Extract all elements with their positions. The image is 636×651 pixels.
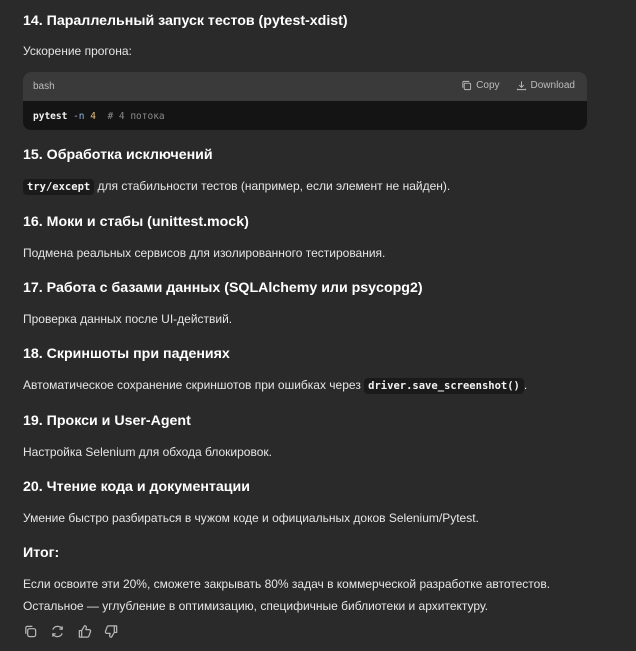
download-label: Download [530,80,575,91]
text-16: Подмена реальных сервисов для изолированного тестирования. [23,246,386,260]
text-18-before: Автоматическое сохранение скриншотов при ошибках через [23,378,365,392]
code-block [23,72,587,130]
text-18 [23,378,527,392]
text-15 [23,179,450,193]
heading-17: 17. Работа с базами данных (SQLAlchemy или psycopg2) [23,280,423,296]
text-19: Настройка Selenium для обхода блокировок. [23,445,272,459]
summary-line-2: Остальное — углубление в оптимизацию, специфичные библиотеки и архитектуру. [23,599,489,613]
heading-19: 19. Прокси и User-Agent [23,413,191,429]
inline-code-try-except: try/except [23,179,94,195]
download-code-button[interactable] [516,80,575,91]
copy-icon[interactable] [23,624,38,639]
thumbs-up-icon[interactable] [77,624,92,639]
download-icon [516,80,527,91]
message-actions [23,624,119,639]
code-flag: -n [73,111,85,122]
text-18-after: . [523,378,528,392]
text-20: Умение быстро разбираться в чужом коде и официальных доков Selenium/Pytest. [23,511,479,525]
heading-20: 20. Чтение кода и документации [23,479,250,495]
copy-icon [461,80,472,91]
heading-18: 18. Скриншоты при падениях [23,346,230,362]
regenerate-icon[interactable] [50,624,65,639]
copy-code-button[interactable] [461,80,499,91]
code-block-header [23,72,587,101]
heading-14: 14. Параллельный запуск тестов (pytest-xdist) [23,13,348,29]
code-number: 4 [90,111,96,122]
inline-code-screenshot: driver.save_screenshot() [364,378,524,394]
text-17: Проверка данных после UI-действий. [23,312,233,326]
code-language: bash [33,81,55,92]
text-14: Ускорение прогона: [23,44,132,58]
thumbs-down-icon[interactable] [104,624,119,639]
text-15-body: для стабильности тестов (например, если элемент не найден). [94,179,451,193]
code-command: pytest [33,111,68,122]
summary-line-1: Если освоите эти 20%, сможете закрывать 80% задач в коммерческой разработке автотестов. [23,577,551,591]
heading-15: 15. Обработка исключений [23,147,213,163]
code-comment: # 4 потока [107,111,165,122]
heading-16: 16. Моки и стабы (unittest.mock) [23,214,249,230]
summary-heading: Итог: [23,545,60,561]
code-content [23,101,587,130]
copy-label: Copy [476,80,500,91]
